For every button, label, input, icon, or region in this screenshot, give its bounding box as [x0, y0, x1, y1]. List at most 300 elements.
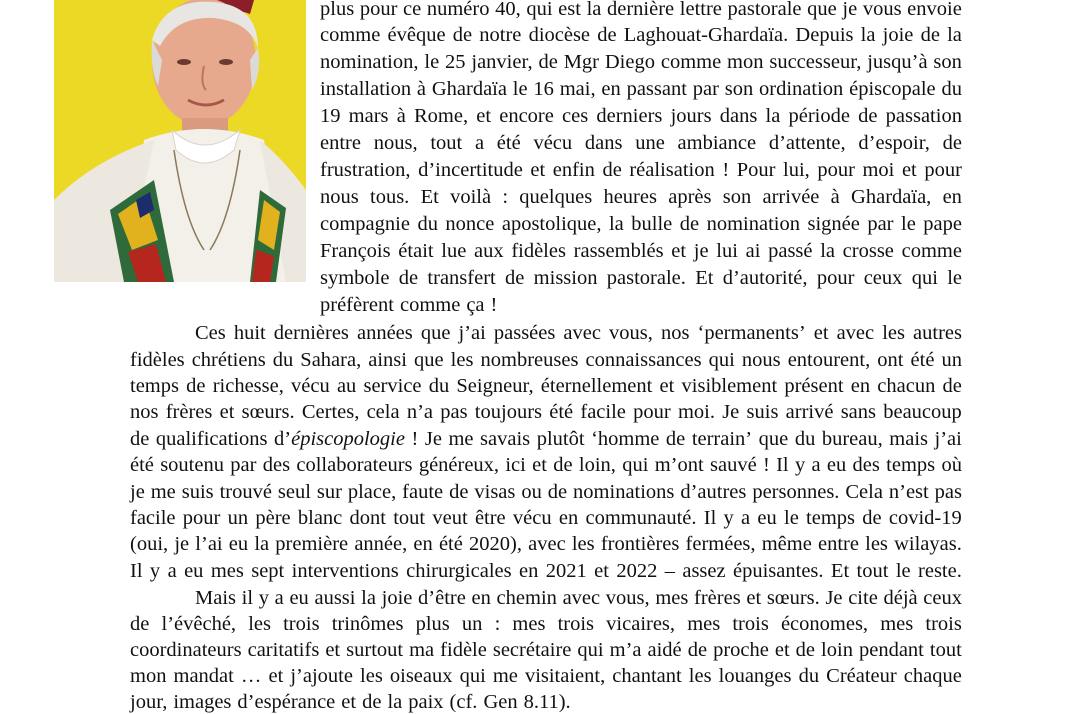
word: été	[549, 401, 574, 423]
text-line	[320, 131, 962, 155]
word: de	[795, 639, 816, 661]
word: me	[492, 665, 518, 687]
text-line	[130, 348, 962, 372]
word: eu	[228, 533, 249, 555]
word: en	[850, 375, 871, 397]
word: mes	[210, 560, 244, 582]
word: épiscopale	[849, 78, 936, 100]
word: d’autres	[680, 481, 747, 503]
word: qualifications	[155, 428, 268, 450]
word: y	[794, 454, 806, 476]
word: seul	[277, 481, 311, 503]
word: mission	[533, 267, 598, 289]
word: de	[553, 454, 573, 476]
word: j’ajoute	[290, 665, 353, 687]
word: être	[474, 507, 506, 529]
word: m’a	[609, 639, 642, 661]
word: présent	[784, 375, 844, 397]
word: qui	[577, 639, 604, 661]
word: son	[724, 78, 754, 100]
word: chaque	[903, 665, 962, 687]
word: Mais	[195, 587, 236, 609]
word: à	[416, 78, 427, 100]
word: le	[512, 78, 528, 100]
word: le	[895, 560, 911, 582]
word: voilà	[450, 186, 492, 208]
word: personnes.	[752, 481, 840, 503]
word: la	[608, 213, 624, 235]
word: :	[494, 613, 501, 635]
word: à	[396, 105, 406, 127]
word: trois	[732, 613, 769, 635]
word: Diego	[604, 51, 655, 73]
text-line	[320, 158, 962, 182]
word: de	[679, 213, 700, 235]
word: été	[496, 132, 521, 154]
word: mandat	[173, 665, 234, 687]
word: Gen	[483, 691, 518, 713]
word: suis	[181, 481, 214, 503]
word: images	[173, 691, 232, 713]
word: joie	[381, 587, 413, 609]
word: temps	[886, 454, 936, 476]
text-line	[320, 23, 962, 47]
word: Certes,	[301, 401, 360, 423]
word: soutenu	[160, 454, 224, 476]
word: éternellement	[540, 375, 653, 397]
word: entre	[817, 533, 859, 555]
word: 40,	[495, 0, 521, 20]
word: ‘permanents’	[697, 322, 806, 344]
word: lui	[716, 240, 738, 262]
word: au	[336, 375, 357, 397]
word: !	[722, 159, 730, 181]
word: Et	[830, 560, 850, 582]
word: avec	[562, 587, 601, 609]
word: entourent,	[787, 349, 871, 371]
word: le	[947, 267, 962, 289]
word: crosse	[842, 240, 894, 262]
word: !	[762, 454, 770, 476]
word: aidé	[647, 639, 682, 661]
word: par	[867, 213, 894, 235]
word: y	[723, 507, 734, 529]
text-line	[130, 480, 962, 504]
word: tout	[430, 132, 463, 154]
word: de	[597, 24, 617, 46]
word: chrétiens	[191, 349, 266, 371]
text-line	[320, 50, 962, 74]
word: mais	[889, 428, 928, 450]
word: vous	[862, 0, 902, 20]
word: mai,	[559, 78, 596, 100]
word: a	[474, 132, 485, 154]
word: loin,	[578, 454, 616, 476]
word: assez	[682, 560, 726, 582]
word: sœurs.	[766, 587, 820, 609]
word: et	[219, 401, 235, 423]
word: nous	[741, 349, 781, 371]
word: eu	[757, 507, 777, 529]
word: rassemblés	[573, 240, 664, 262]
word: de	[398, 267, 419, 289]
word: visiblement	[681, 375, 778, 397]
word: du	[417, 213, 438, 235]
word: trois	[283, 613, 320, 635]
word: Seigneur,	[456, 375, 534, 397]
word: du	[798, 665, 820, 687]
word: dernières	[273, 322, 349, 344]
word: a	[274, 587, 284, 609]
word: loin	[821, 639, 853, 661]
word: faute	[402, 481, 444, 503]
word: je	[174, 533, 190, 555]
text-line	[320, 77, 962, 101]
word: arrivé	[785, 401, 834, 423]
word: à	[830, 186, 840, 208]
word: lue	[441, 240, 467, 262]
text-line	[320, 185, 962, 209]
word: Ghardaïa	[431, 78, 507, 100]
text-line	[130, 400, 962, 424]
word: nombreuses	[480, 349, 579, 371]
word: l’évêché,	[161, 613, 237, 635]
word: fidèles	[511, 240, 566, 262]
word: pastorale.	[606, 267, 686, 289]
word: de	[449, 481, 469, 503]
word: les	[882, 322, 905, 344]
word: Et	[420, 186, 439, 208]
word: qui	[911, 267, 938, 289]
word: François	[320, 240, 391, 262]
word: et	[530, 159, 546, 181]
word: mon	[130, 665, 167, 687]
word: nous,	[373, 132, 418, 154]
word: compagnie	[320, 213, 410, 235]
text-line	[130, 690, 962, 714]
word: Ces	[195, 322, 226, 344]
word: en	[942, 186, 962, 208]
word: du	[794, 428, 816, 450]
word: terrain’	[691, 428, 753, 450]
word: lui,	[783, 159, 810, 181]
text-line	[320, 0, 962, 21]
word: frères	[694, 587, 741, 609]
word: Sahara,	[300, 349, 362, 371]
word: 25	[445, 51, 466, 73]
word: la	[387, 691, 403, 713]
word: ça	[466, 294, 485, 316]
word: sur	[316, 481, 342, 503]
word: vécu	[512, 507, 552, 529]
word: dernière	[607, 0, 675, 20]
word: cite	[848, 587, 878, 609]
word: de	[862, 507, 882, 529]
word: eu	[289, 587, 309, 609]
word: bureau,	[821, 428, 883, 450]
text-line	[130, 427, 962, 451]
word: été	[130, 454, 154, 476]
text-line	[130, 453, 962, 477]
word: 19	[320, 105, 341, 127]
word: et	[901, 159, 917, 181]
text-line	[195, 586, 962, 610]
word: blanc	[297, 507, 343, 529]
word: Cela	[845, 481, 883, 503]
word: passées	[493, 322, 556, 344]
word: comme	[399, 294, 461, 316]
word: de	[858, 105, 878, 127]
word: comme	[320, 24, 381, 46]
word: du	[272, 349, 294, 371]
word: et	[659, 375, 675, 397]
word: de	[452, 24, 473, 46]
word: y	[149, 560, 161, 582]
word: ainsi	[368, 349, 407, 371]
word: signée	[807, 213, 860, 235]
word: ma	[409, 639, 435, 661]
word: les	[688, 665, 712, 687]
word: le	[784, 507, 799, 529]
word: épuisantes.	[733, 560, 824, 582]
word: jours	[670, 105, 712, 127]
word: passant	[626, 78, 687, 100]
word: 8.11).	[523, 691, 571, 713]
word: mon	[727, 51, 764, 73]
word: le	[901, 213, 916, 235]
word: tous.	[370, 186, 410, 208]
word: un	[461, 613, 483, 635]
word: envoie	[907, 0, 962, 20]
word: fidèle	[440, 639, 487, 661]
word: les	[360, 665, 383, 687]
word: les	[571, 533, 595, 555]
word: que	[807, 0, 837, 20]
text-line	[320, 104, 962, 128]
word: Créateur	[826, 665, 897, 687]
word: facile	[130, 507, 176, 529]
word: !	[411, 428, 419, 450]
word: en	[601, 78, 621, 100]
word: où	[941, 454, 962, 476]
word: transfert	[427, 267, 496, 289]
word: diocèse	[528, 24, 591, 46]
word: par	[692, 78, 719, 100]
word: comme	[901, 240, 962, 262]
text-line	[195, 321, 962, 345]
word: vécu	[291, 375, 330, 397]
word: j’ai	[934, 428, 962, 450]
word: facile	[580, 401, 626, 423]
word: trouvé	[219, 481, 272, 503]
word: connaissances	[585, 349, 702, 371]
word: son	[933, 51, 962, 73]
word: je	[842, 0, 858, 20]
word: autres	[913, 322, 962, 344]
word: vicaires,	[606, 613, 676, 635]
text-line	[130, 506, 962, 530]
word: reste.	[918, 560, 962, 582]
word: été	[438, 533, 463, 555]
word: Laghouat-Ghardaïa.	[623, 24, 789, 46]
word: ce	[403, 0, 422, 20]
word: arrivée	[762, 186, 820, 208]
word: moi	[862, 159, 895, 181]
word: et	[813, 322, 829, 344]
word: évêque	[387, 24, 446, 46]
word: successeur,	[769, 51, 862, 73]
word: année,	[354, 533, 408, 555]
word: années	[356, 322, 413, 344]
word: bulle	[631, 213, 673, 235]
word: numéro	[426, 0, 490, 20]
word: Je	[424, 428, 442, 450]
word: en	[518, 560, 539, 582]
word: père	[255, 507, 291, 529]
text-line	[130, 532, 962, 556]
word: été	[910, 349, 935, 371]
word: ou	[521, 481, 542, 503]
word: plus	[415, 613, 450, 635]
word: paix	[408, 691, 444, 713]
word: eu	[184, 560, 204, 582]
word: l’ai	[195, 533, 223, 555]
word: entre	[320, 132, 361, 154]
text-line	[130, 374, 962, 398]
word: notre	[479, 24, 522, 46]
word: enfin	[552, 159, 595, 181]
word: jusqu’à	[867, 51, 928, 73]
word: et	[746, 587, 762, 609]
word: –	[664, 560, 675, 582]
word: une	[635, 132, 665, 154]
word: je	[130, 481, 145, 503]
word: les	[450, 349, 474, 371]
word: pour	[359, 0, 398, 20]
word: beaucoup	[883, 401, 962, 423]
word: de	[687, 639, 708, 661]
word: me	[150, 481, 176, 503]
word: mes	[880, 613, 914, 635]
word: nomination	[706, 213, 800, 235]
word: temps	[806, 507, 856, 529]
word: sans	[840, 401, 876, 423]
word: les	[248, 613, 271, 635]
word: d’espérance	[237, 691, 336, 713]
word: et	[341, 691, 357, 713]
word: pour	[633, 401, 671, 423]
word: cela	[366, 401, 400, 423]
word: moi.	[677, 401, 715, 423]
word: économes,	[780, 613, 869, 635]
word: généreux,	[418, 454, 500, 476]
word: de	[186, 375, 206, 397]
word: du	[941, 78, 962, 100]
word: encore	[499, 105, 554, 127]
word: wilayas.	[894, 533, 962, 555]
word: communauté.	[585, 507, 697, 529]
word: frontières	[600, 533, 680, 555]
word: ont	[877, 349, 904, 371]
word: mars	[348, 105, 389, 127]
word: tout	[856, 560, 889, 582]
word: d’autorité,	[722, 267, 808, 289]
word: ordination	[759, 78, 844, 100]
word: ceux	[863, 267, 903, 289]
word: première	[275, 533, 349, 555]
word: sauvé	[710, 454, 757, 476]
word: en	[558, 507, 579, 529]
text-line	[130, 664, 962, 688]
word: coordinateurs	[130, 639, 242, 661]
word: (oui,	[130, 533, 169, 555]
word: pour	[817, 159, 855, 181]
word: n’a	[406, 401, 433, 423]
word: j’ai	[458, 322, 486, 344]
word: oiseaux	[389, 665, 453, 687]
word: derniers	[596, 105, 663, 127]
text-line	[130, 638, 962, 662]
text-line	[320, 293, 962, 317]
word: passation	[885, 105, 962, 127]
word: mes	[512, 613, 546, 635]
word: ici	[505, 454, 526, 476]
word: de	[362, 691, 382, 713]
word: fermées,	[685, 533, 756, 555]
word: trois	[557, 613, 595, 635]
word: dans	[584, 132, 623, 154]
word: et	[325, 639, 341, 661]
word: et	[268, 665, 284, 687]
word: 16	[533, 78, 554, 100]
word: !	[490, 294, 498, 316]
word: covid-19	[888, 507, 962, 529]
word: apostolique,	[501, 213, 602, 235]
word: Rome,	[413, 105, 469, 127]
word: est	[558, 0, 581, 20]
text-line	[320, 212, 962, 236]
word: visas	[474, 481, 516, 503]
word: Je	[825, 587, 843, 609]
word: et	[476, 105, 492, 127]
word: avec	[836, 322, 875, 344]
word: même	[761, 533, 812, 555]
word: du	[428, 375, 450, 397]
word: son	[722, 186, 752, 208]
word: chemin	[496, 587, 557, 609]
word: il	[241, 587, 254, 609]
word: secrétaire	[492, 639, 572, 661]
word: Ghardaïa,	[851, 186, 932, 208]
word: louanges	[718, 665, 792, 687]
text-line	[320, 239, 962, 263]
word: symbole	[320, 267, 390, 289]
word: de	[942, 375, 962, 397]
word: ceux	[923, 587, 962, 609]
word: savais	[480, 428, 531, 450]
word: je	[693, 240, 709, 262]
word: a	[811, 454, 821, 476]
word: installation	[320, 78, 412, 100]
word: des	[852, 454, 880, 476]
word: aux	[474, 240, 504, 262]
word: chantant	[612, 665, 682, 687]
word: réalisation	[629, 159, 715, 181]
word: temps	[130, 375, 179, 397]
word: place,	[347, 481, 397, 503]
word: n’est	[888, 481, 929, 503]
word: en	[471, 587, 491, 609]
